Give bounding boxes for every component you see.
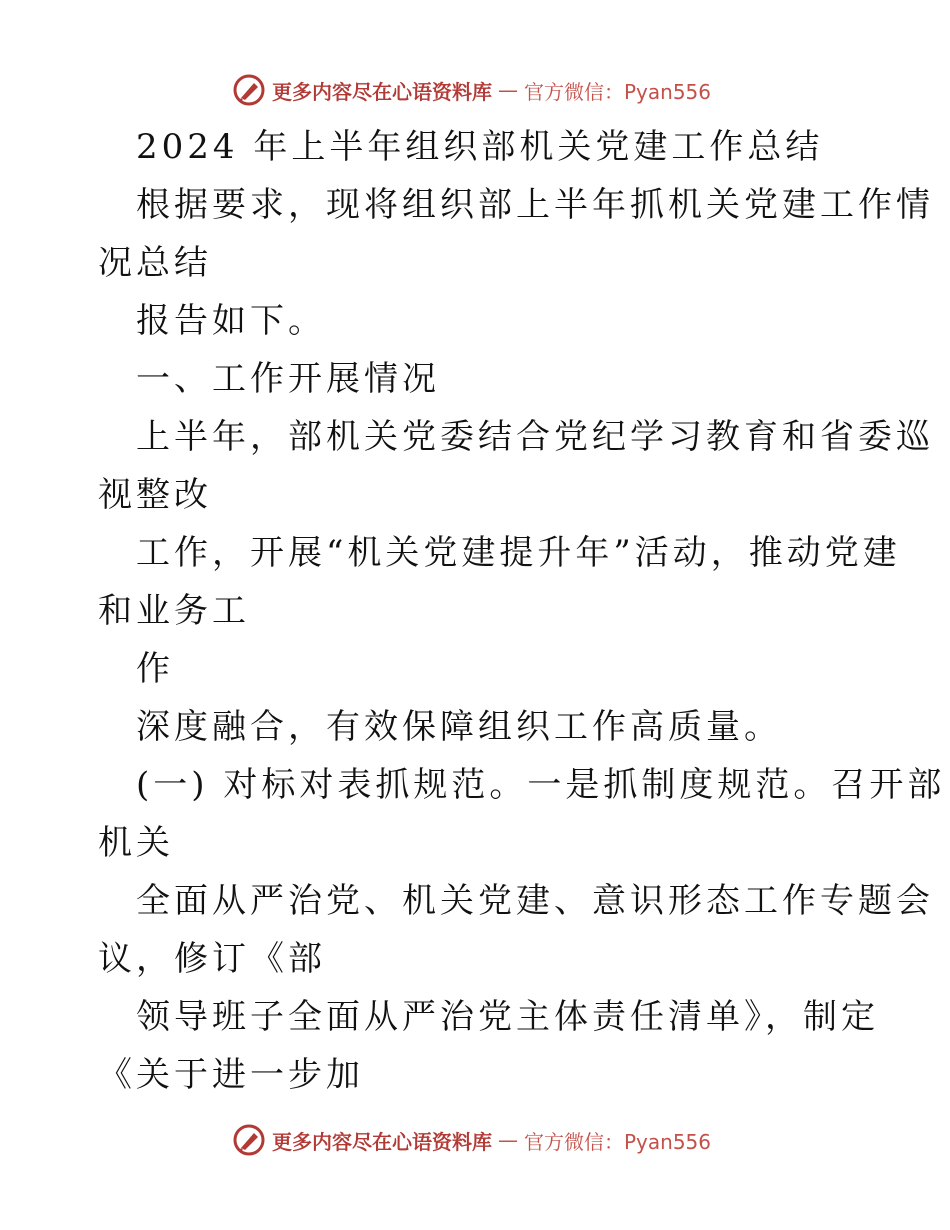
paragraph-line: 议，修订《部 bbox=[98, 939, 326, 979]
watermark-main-text: 更多内容尽在心语资料库 bbox=[272, 79, 492, 104]
paragraph-line: 机关 bbox=[98, 823, 174, 863]
pen-logo-icon bbox=[232, 73, 266, 107]
pen-logo-icon bbox=[232, 1123, 266, 1157]
paragraph-line: 作 bbox=[136, 649, 174, 689]
section-heading: 一、工作开展情况 bbox=[136, 359, 440, 399]
watermark-sub-text: 官方微信：Pyan556 bbox=[524, 79, 712, 104]
watermark-sub-text: 官方微信：Pyan556 bbox=[524, 1129, 712, 1154]
watermark-dash: — bbox=[498, 78, 518, 102]
footer-watermark bbox=[232, 1120, 711, 1160]
paragraph-line: 工作，开展“机关党建提升年”活动，推动党建 bbox=[136, 533, 901, 573]
watermark-dash: — bbox=[498, 1128, 518, 1152]
subsection-line: (一) 对标对表抓规范。一是抓制度规范。召开部 bbox=[136, 765, 946, 805]
paragraph-line: 上半年，部机关党委结合党纪学习教育和省委巡 bbox=[136, 417, 934, 457]
paragraph-line: 全面从严治党、机关党建、意识形态工作专题会 bbox=[136, 881, 934, 921]
paragraph-line: 《关于进一步加 bbox=[98, 1055, 364, 1095]
document-body bbox=[98, 118, 946, 1104]
watermark-main-text: 更多内容尽在心语资料库 bbox=[272, 1129, 492, 1154]
paragraph-line: 况总结 bbox=[98, 243, 212, 283]
paragraph-line: 深度融合，有效保障组织工作高质量。 bbox=[136, 707, 782, 747]
paragraph-line: 报告如下。 bbox=[136, 301, 326, 341]
paragraph-line: 视整改 bbox=[98, 475, 212, 515]
paragraph-line: 领导班子全面从严治党主体责任清单》，制定 bbox=[136, 997, 879, 1037]
header-watermark bbox=[232, 70, 711, 110]
document-title: 2024 年上半年组织部机关党建工作总结 bbox=[136, 127, 824, 167]
paragraph-line: 和业务工 bbox=[98, 591, 250, 631]
paragraph-line: 根据要求，现将组织部上半年抓机关党建工作情 bbox=[136, 185, 934, 225]
